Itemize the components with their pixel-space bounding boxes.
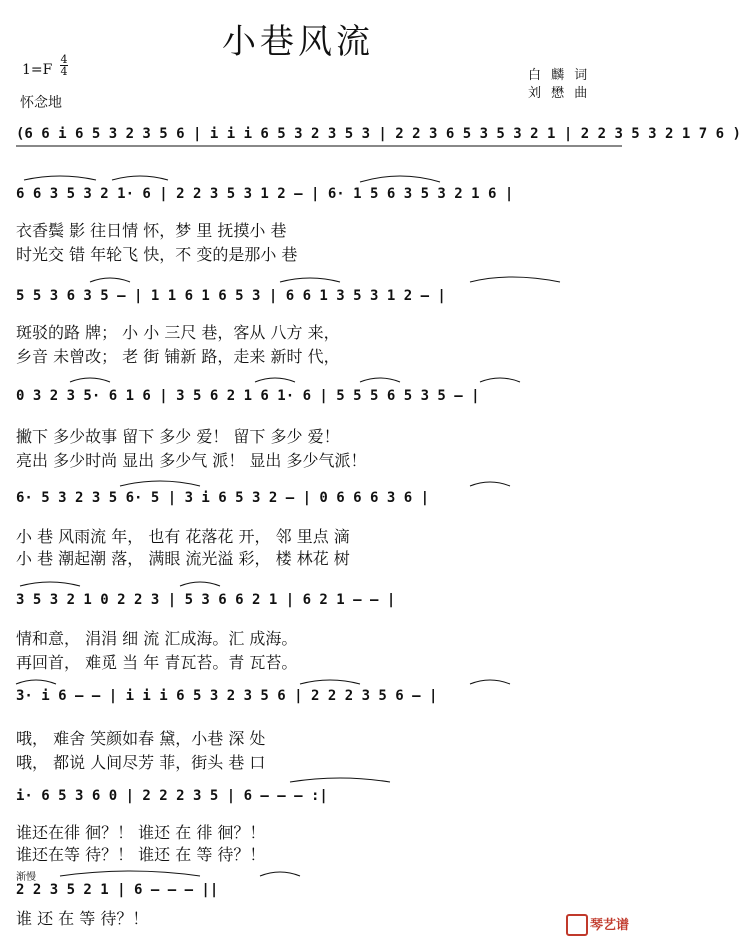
row-1-notes: (6 6 i 6 5 3 2 3 5 6 | i i i 6 5 3 2 3 5 3 | 2 2 3 6 5 3 5 3 2 1 | 2 2 3 5 3 2 1 7 6 ) <box>16 126 741 142</box>
tempo-marking: 怀念地 <box>20 95 62 111</box>
row-8-notes: i· 6 5 3 6 0 | 2 2 2 3 5 | 6 – – – :| <box>16 788 328 804</box>
row-5-notes: 6· 5 3 2 3 5 6· 5 | 3 i 6 5 3 2 – | 0 6 6 6 3 6 | <box>16 490 430 506</box>
row-5-lyric-1: 小 巷 风雨流 年， 也有 花落花 开， 邻 里点 滴 <box>16 527 350 546</box>
watermark-text: 琴艺谱 <box>590 918 630 933</box>
time-sig-bottom: 4 <box>60 65 68 78</box>
row-4-notes: 0 3 2 3 5· 6 1 6 | 3 5 6 2 1 6 1· 6 | 5 5 5 6 5 3 5 – | <box>16 388 480 404</box>
row-4-lyric-2: 亮出 多少时尚 显出 多少气 派！ 显出 多少气派！ <box>16 451 367 470</box>
row-4-lyric-1: 撇下 多少故事 留下 多少 爱！ 留下 多少 爱！ <box>16 427 340 446</box>
row-5-lyric-2: 小 巷 潮起潮 落， 满眼 流光溢 彩， 楼 林花 树 <box>16 549 350 568</box>
key-signature: 1=F <box>22 62 53 78</box>
row-8-lyric-2: 谁还在等 待？！ 谁还 在 等 待？！ <box>16 845 266 864</box>
row-7-notes: 3· i 6 – – | i i i 6 5 3 2 3 5 6 | 2 2 2 3 5 6 – | <box>16 688 438 704</box>
row-8-lyric-1: 谁还在徘 徊？！ 谁还 在 徘 徊？！ <box>16 823 266 842</box>
row-9-notes: 2 2 3 5 2 1 | 6 – – – || <box>16 882 219 898</box>
composer-credit: 刘 懋 曲 <box>528 86 591 101</box>
lyricist-credit: 白 麟 词 <box>528 68 591 83</box>
row-2-notes: 6 6 3 5 3 2 1· 6 | 2 2 3 5 3 1 2 – | 6· 1 5 6 3 5 3 2 1 6 | <box>16 186 514 202</box>
row-2-lyric-1: 衣香鬓 影 往日情 怀，梦 里 抚摸小 巷 <box>16 221 287 240</box>
song-title: 小巷风流 <box>222 22 374 62</box>
row-3-lyric-1: 斑驳的路 牌； 小 小 三尺 巷，客从 八方 来， <box>16 323 340 342</box>
watermark-logo-icon <box>566 914 588 936</box>
row-3-notes: 5 5 3 6 3 5 – | 1 1 6 1 6 5 3 | 6 6 1 3 5 3 1 2 – | <box>16 288 446 304</box>
row-6-notes: 3 5 3 2 1 0 2 2 3 | 5 3 6 6 2 1 | 6 2 1 – – | <box>16 592 396 608</box>
row-6-lyric-2: 再回首， 难觅 当 年 青瓦苔。青 瓦苔。 <box>16 653 298 672</box>
row-3-lyric-2: 乡音 未曾改； 老 街 铺新 路，走来 新时 代， <box>16 347 340 366</box>
row-9-lyric-1: 谁 还 在 等 待？！ <box>16 909 149 928</box>
row-7-lyric-1: 哦， 难舍 笑颜如春 黛，小巷 深 处 <box>16 729 266 748</box>
row-2-lyric-2: 时光交 错 年轮飞 快，不 变的是那小 巷 <box>16 245 298 264</box>
row-7-lyric-2: 哦， 都说 人间尽芳 菲，街头 巷 口 <box>16 753 266 772</box>
tempo-change-mark: 渐慢 <box>16 872 36 883</box>
time-sig-top: 4 <box>60 53 68 66</box>
row-6-lyric-1: 情和意， 涓涓 细 流 汇成海。汇 成海。 <box>16 629 298 648</box>
